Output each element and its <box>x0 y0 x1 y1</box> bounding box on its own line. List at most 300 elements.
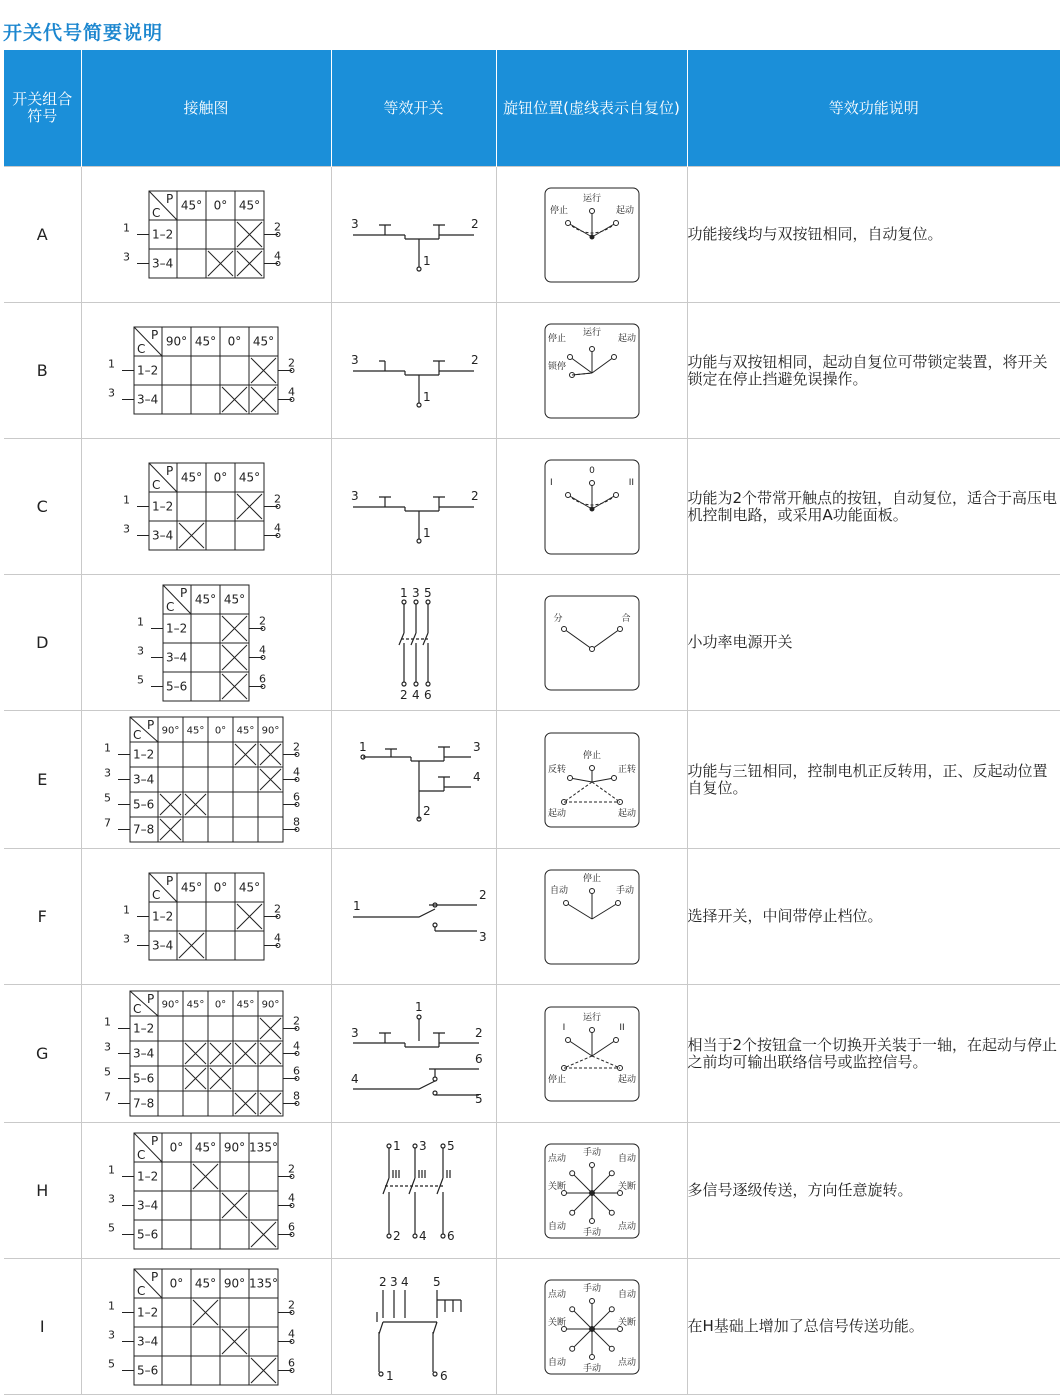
svg-text:2: 2 <box>288 1298 295 1311</box>
svg-text:5: 5 <box>423 585 432 600</box>
knob-position-label: I <box>549 477 553 488</box>
svg-text:5: 5 <box>104 1065 111 1079</box>
svg-text:1: 1 <box>104 741 111 755</box>
knob-position-label: 起动 <box>617 808 636 819</box>
contact-position-label: 0° <box>169 1276 184 1290</box>
knob-position-label: 运行 <box>582 193 601 204</box>
svg-text:C: C <box>152 206 161 220</box>
svg-text:4: 4 <box>350 1071 359 1086</box>
contact-position-label: 45° <box>186 999 205 1011</box>
contact-position-label: 90° <box>161 725 180 737</box>
knob-position-label: 手动 <box>582 1147 601 1158</box>
contact-closed-mark <box>222 1193 247 1218</box>
equivalent-switch-diagram <box>331 711 496 849</box>
knob-position-label: 自动 <box>547 1357 566 1368</box>
svg-text:4: 4 <box>400 1274 409 1289</box>
svg-text:6: 6 <box>439 1368 448 1382</box>
knob-position-label: 手动 <box>615 885 634 896</box>
knob-position-label: 合 <box>620 613 631 624</box>
svg-text:2: 2 <box>422 803 431 818</box>
svg-text:1: 1 <box>414 999 423 1014</box>
table-row <box>4 711 1060 849</box>
knob-position-label: 手动 <box>582 1363 601 1374</box>
header-knob: 旋钮位置(虚线表示自复位) <box>496 50 687 167</box>
svg-text:2: 2 <box>474 1025 483 1040</box>
svg-text:4: 4 <box>274 521 281 535</box>
svg-text:6: 6 <box>288 1356 295 1369</box>
contact-row-label: 3–4 <box>133 772 155 787</box>
svg-text:C: C <box>133 728 142 742</box>
contact-position-label: 45° <box>194 334 217 349</box>
contact-position-label: 0° <box>214 999 227 1011</box>
knob-position-diagram <box>496 711 687 849</box>
contact-row-label: 5–6 <box>133 1071 155 1086</box>
knob-position-label: 自动 <box>549 885 568 896</box>
header-contact: 接触图 <box>81 50 331 167</box>
table-row <box>4 439 1060 575</box>
svg-text:2: 2 <box>274 492 281 506</box>
knob-position-label: 停止 <box>547 1074 566 1085</box>
row-code: B <box>4 303 81 439</box>
contact-position-label: 45° <box>252 334 275 349</box>
svg-text:1: 1 <box>123 903 130 917</box>
svg-text:5: 5 <box>104 791 111 805</box>
table-row <box>4 167 1060 303</box>
switch-code-table <box>4 50 1060 1395</box>
svg-text:3: 3 <box>411 585 420 600</box>
contact-closed-mark <box>193 1300 218 1325</box>
header-equivalent: 等效开关 <box>331 50 496 167</box>
svg-text:4: 4 <box>288 1327 295 1340</box>
equivalent-switch-diagram <box>331 575 496 711</box>
svg-text:3: 3 <box>123 522 130 536</box>
svg-text:3: 3 <box>350 488 359 503</box>
contact-position-label: 135° <box>249 1276 278 1290</box>
header-function: 等效功能说明 <box>687 50 1060 167</box>
svg-text:P: P <box>166 192 174 206</box>
svg-text:C: C <box>137 1147 146 1162</box>
contact-row-label: 3–4 <box>152 938 174 953</box>
contact-position-label: 0° <box>213 470 228 485</box>
equivalent-switch-diagram <box>331 303 496 439</box>
contact-row-label: 1–2 <box>152 499 174 514</box>
contact-row-label: 5–6 <box>137 1363 159 1377</box>
equivalent-switch-diagram <box>331 849 496 985</box>
contact-diagram <box>81 575 331 711</box>
contact-row-label: 1–2 <box>137 363 159 378</box>
contact-closed-mark <box>208 251 233 276</box>
knob-position-diagram <box>496 849 687 985</box>
contact-closed-mark <box>179 523 204 548</box>
contact-closed-mark <box>251 1222 276 1247</box>
contact-position-label: 90° <box>223 1140 246 1154</box>
contact-closed-mark <box>222 616 247 641</box>
contact-position-label: 45° <box>194 1140 217 1154</box>
contact-closed-mark <box>235 744 256 765</box>
contact-closed-mark <box>222 1329 247 1354</box>
contact-diagram <box>81 1123 331 1259</box>
contact-closed-mark <box>185 1068 206 1089</box>
contact-row-label: 3–4 <box>152 528 174 543</box>
svg-text:C: C <box>137 342 146 356</box>
svg-text:P: P <box>147 718 155 732</box>
svg-text:2: 2 <box>274 220 281 234</box>
svg-text:C: C <box>166 599 175 614</box>
contact-position-label: 0° <box>227 334 242 349</box>
row-code: H <box>4 1123 81 1259</box>
contact-position-label: 45° <box>238 198 261 213</box>
contact-closed-mark <box>237 904 262 929</box>
page-title: 开关代号简要说明 <box>3 22 164 44</box>
contact-closed-mark <box>251 387 276 412</box>
contact-closed-mark <box>179 933 204 958</box>
contact-position-label: 45° <box>236 725 255 737</box>
contact-position-label: 45° <box>238 880 261 895</box>
contact-diagram <box>81 849 331 985</box>
svg-text:1: 1 <box>108 1299 115 1312</box>
contact-position-label: 90° <box>261 999 280 1011</box>
svg-text:1: 1 <box>358 739 367 754</box>
svg-text:4: 4 <box>293 765 300 779</box>
contact-row-label: 7–8 <box>133 822 155 837</box>
contact-row-label: 7–8 <box>133 1096 155 1111</box>
svg-text:4: 4 <box>288 385 295 399</box>
contact-closed-mark <box>260 1018 281 1039</box>
contact-position-label: 0° <box>213 198 228 213</box>
svg-text:4: 4 <box>472 769 481 784</box>
contact-position-label: 0° <box>213 880 228 895</box>
svg-text:2: 2 <box>470 352 479 367</box>
contact-position-label: 45° <box>194 592 217 606</box>
svg-text:2: 2 <box>293 1014 300 1028</box>
svg-text:3: 3 <box>108 386 115 400</box>
contact-row-label: 5–6 <box>137 1227 159 1241</box>
knob-position-label: 起动 <box>617 1074 636 1085</box>
contact-position-label: 45° <box>180 198 203 213</box>
svg-text:2: 2 <box>478 887 487 902</box>
knob-position-label: 自动 <box>617 1153 636 1164</box>
svg-text:3: 3 <box>108 1328 115 1341</box>
svg-text:C: C <box>152 478 161 492</box>
function-description: 功能接线均与双按钮相同，自动复位。 <box>687 167 1060 303</box>
contact-closed-mark <box>235 1093 256 1114</box>
knob-position-label: 点动 <box>547 1153 566 1164</box>
function-description: 相当于2个按钮盒一个切换开关装于一轴，在起动与停止之前均可输出联络信号或监控信号。 <box>687 985 1060 1123</box>
svg-text:5: 5 <box>137 673 144 686</box>
knob-position-label: 起动 <box>615 205 634 216</box>
knob-position-diagram <box>496 1123 687 1259</box>
svg-text:2: 2 <box>378 1274 387 1289</box>
knob-position-label: 点动 <box>617 1357 636 1368</box>
knob-position-label: 关断 <box>617 1317 636 1328</box>
table-row <box>4 985 1060 1123</box>
svg-text:1: 1 <box>385 1368 394 1382</box>
table-header-row <box>4 50 1060 167</box>
svg-text:4: 4 <box>288 1191 295 1204</box>
contact-position-label: 90° <box>223 1276 246 1290</box>
contact-diagram <box>81 167 331 303</box>
contact-position-label: 0° <box>169 1140 184 1154</box>
table-row <box>4 1123 1060 1259</box>
contact-position-label: 45° <box>238 470 261 485</box>
svg-text:P: P <box>166 464 174 478</box>
contact-diagram <box>81 1259 331 1395</box>
svg-text:2: 2 <box>288 1162 295 1175</box>
knob-position-label: 0 <box>588 465 595 476</box>
contact-row-label: 3–4 <box>137 392 159 407</box>
svg-text:C: C <box>133 1002 142 1016</box>
svg-text:7: 7 <box>104 816 111 830</box>
equivalent-switch-diagram <box>331 1259 496 1395</box>
contact-position-label: 45° <box>180 470 203 485</box>
contact-closed-mark <box>160 819 181 840</box>
header-code: 开关组合符号 <box>4 50 81 167</box>
svg-text:3: 3 <box>418 1138 427 1153</box>
function-description: 在H基础上增加了总信号传送功能。 <box>687 1259 1060 1395</box>
svg-text:2: 2 <box>259 614 266 627</box>
svg-text:1: 1 <box>104 1015 111 1029</box>
svg-text:6: 6 <box>259 672 266 685</box>
svg-text:3: 3 <box>389 1274 398 1289</box>
contact-row-label: 1–2 <box>137 1305 159 1319</box>
contact-closed-mark <box>235 1043 256 1064</box>
svg-text:1: 1 <box>123 493 130 507</box>
svg-text:4: 4 <box>411 687 420 702</box>
svg-text:1: 1 <box>352 898 361 913</box>
row-code: F <box>4 849 81 985</box>
svg-text:C: C <box>137 1283 146 1298</box>
contact-closed-mark <box>237 494 262 519</box>
svg-text:4: 4 <box>259 643 266 656</box>
svg-text:1: 1 <box>422 253 431 268</box>
contact-row-label: 1–2 <box>166 621 188 635</box>
row-code: G <box>4 985 81 1123</box>
table-row <box>4 303 1060 439</box>
contact-position-label: 45° <box>236 999 255 1011</box>
function-description: 选择开关，中间带停止档位。 <box>687 849 1060 985</box>
svg-text:3: 3 <box>472 739 481 754</box>
contact-row-label: 1–2 <box>133 747 155 762</box>
svg-text:7: 7 <box>104 1090 111 1104</box>
contact-closed-mark <box>237 222 262 247</box>
contact-row-label: 3–4 <box>133 1046 155 1061</box>
svg-text:1: 1 <box>123 221 130 235</box>
contact-closed-mark <box>193 1164 218 1189</box>
contact-row-label: 3–4 <box>137 1334 159 1348</box>
svg-text:5: 5 <box>108 1221 115 1234</box>
contact-row-label: 1–2 <box>133 1021 155 1036</box>
knob-position-label: 运行 <box>582 327 601 338</box>
knob-position-label: 停止 <box>582 873 601 884</box>
row-code: I <box>4 1259 81 1395</box>
svg-text:1: 1 <box>108 1163 115 1176</box>
contact-diagram <box>81 439 331 575</box>
svg-text:3: 3 <box>104 1040 111 1054</box>
svg-text:1: 1 <box>422 525 431 540</box>
svg-text:2: 2 <box>293 740 300 754</box>
function-description: 多信号逐级传送，方向任意旋转。 <box>687 1123 1060 1259</box>
svg-text:1: 1 <box>137 615 144 628</box>
knob-position-label: I <box>562 1022 565 1033</box>
knob-position-diagram <box>496 1259 687 1395</box>
svg-text:2: 2 <box>288 356 295 370</box>
contact-closed-mark <box>185 794 206 815</box>
svg-text:4: 4 <box>274 249 281 263</box>
svg-text:2: 2 <box>470 488 479 503</box>
contact-diagram <box>81 303 331 439</box>
knob-position-label: 分 <box>552 613 563 624</box>
knob-position-label: 自动 <box>617 1289 636 1300</box>
knob-position-diagram <box>496 439 687 575</box>
svg-text:6: 6 <box>474 1051 483 1066</box>
knob-position-label: 运行 <box>582 1012 601 1023</box>
contact-position-label: 90° <box>261 725 280 737</box>
contact-row-label: 3–4 <box>152 256 174 271</box>
svg-text:1: 1 <box>392 1138 401 1153</box>
table-row <box>4 849 1060 985</box>
contact-diagram <box>81 711 331 849</box>
contact-closed-mark <box>260 744 281 765</box>
contact-closed-mark <box>260 1043 281 1064</box>
contact-row-label: 1–2 <box>152 227 174 242</box>
equivalent-switch-diagram <box>331 167 496 303</box>
svg-text:6: 6 <box>423 687 432 702</box>
svg-text:2: 2 <box>392 1228 401 1243</box>
contact-closed-mark <box>210 1043 231 1064</box>
svg-text:1: 1 <box>108 357 115 371</box>
knob-position-diagram <box>496 985 687 1123</box>
knob-position-label: 关断 <box>547 1181 566 1192</box>
svg-text:P: P <box>151 1269 159 1284</box>
contact-position-label: 90° <box>161 999 180 1011</box>
contact-closed-mark <box>160 794 181 815</box>
svg-text:5: 5 <box>108 1357 115 1370</box>
svg-text:4: 4 <box>274 931 281 945</box>
svg-text:1: 1 <box>399 585 408 600</box>
contact-position-label: 0° <box>214 725 227 737</box>
contact-position-label: 135° <box>249 1140 278 1154</box>
contact-position-label: 45° <box>223 592 246 606</box>
knob-position-label: 停止 <box>549 205 568 216</box>
contact-row-label: 5–6 <box>133 797 155 812</box>
table-row <box>4 575 1060 711</box>
svg-text:5: 5 <box>474 1091 483 1106</box>
knob-position-label: 正转 <box>617 764 636 775</box>
svg-text:2: 2 <box>399 687 408 702</box>
equivalent-switch-diagram <box>331 439 496 575</box>
function-description: 功能与双按钮相同，起动自复位可带锁定装置，将开关锁定在停止挡避免误操作。 <box>687 303 1060 439</box>
svg-text:5: 5 <box>432 1274 441 1289</box>
svg-text:P: P <box>180 585 188 600</box>
contact-position-label: 90° <box>165 334 188 349</box>
knob-position-label: 关断 <box>617 1181 636 1192</box>
knob-position-label: 手动 <box>582 1283 601 1294</box>
contact-position-label: 45° <box>194 1276 217 1290</box>
contact-position-label: 45° <box>186 725 205 737</box>
function-description: 功能为2个带常开触点的按钮，自动复位，适合于高压电机控制电路，或采用A功能面板。 <box>687 439 1060 575</box>
row-code: A <box>4 167 81 303</box>
knob-position-diagram <box>496 575 687 711</box>
row-code: C <box>4 439 81 575</box>
svg-text:4: 4 <box>418 1228 427 1243</box>
contact-closed-mark <box>251 358 276 383</box>
knob-position-label: 点动 <box>617 1221 636 1232</box>
knob-position-label: 自动 <box>547 1221 566 1232</box>
svg-text:5: 5 <box>446 1138 455 1153</box>
contact-row-label: 3–4 <box>137 1198 159 1212</box>
contact-diagram <box>81 985 331 1123</box>
contact-row-label: 3–4 <box>166 650 188 664</box>
knob-position-label: 停止 <box>582 750 601 761</box>
knob-position-label: 起动 <box>617 333 636 344</box>
svg-text:P: P <box>151 1133 159 1148</box>
svg-text:3: 3 <box>123 250 130 264</box>
svg-text:3: 3 <box>123 932 130 946</box>
contact-closed-mark <box>222 645 247 670</box>
row-code: E <box>4 711 81 849</box>
svg-text:8: 8 <box>293 815 300 829</box>
svg-text:2: 2 <box>274 902 281 916</box>
svg-text:2: 2 <box>470 216 479 231</box>
contact-closed-mark <box>251 1358 276 1383</box>
svg-text:3: 3 <box>350 216 359 231</box>
contact-position-label: 45° <box>180 880 203 895</box>
knob-position-label: II <box>628 477 634 488</box>
svg-text:8: 8 <box>293 1089 300 1103</box>
knob-position-label: 起动 <box>547 808 566 819</box>
svg-text:P: P <box>151 328 159 342</box>
knob-position-label: 锁停 <box>547 361 566 372</box>
knob-position-label: II <box>618 1022 625 1033</box>
svg-text:P: P <box>166 874 174 888</box>
knob-position-label: 反转 <box>547 764 566 775</box>
svg-text:3: 3 <box>108 1192 115 1205</box>
table-row <box>4 1259 1060 1395</box>
contact-closed-mark <box>237 251 262 276</box>
knob-position-label: 关断 <box>547 1317 566 1328</box>
function-description: 小功率电源开关 <box>687 575 1060 711</box>
contact-closed-mark <box>260 1093 281 1114</box>
svg-text:3: 3 <box>137 644 144 657</box>
knob-position-label: 停止 <box>547 333 566 344</box>
knob-position-diagram <box>496 167 687 303</box>
contact-row-label: 1–2 <box>152 909 174 924</box>
svg-text:3: 3 <box>350 1025 359 1040</box>
knob-position-label: 点动 <box>547 1289 566 1300</box>
svg-text:C: C <box>152 888 161 902</box>
svg-text:3: 3 <box>478 929 487 944</box>
equivalent-switch-diagram <box>331 1123 496 1259</box>
contact-closed-mark <box>210 1068 231 1089</box>
svg-text:6: 6 <box>446 1228 455 1243</box>
knob-position-label: 手动 <box>582 1227 601 1238</box>
contact-closed-mark <box>260 769 281 790</box>
svg-text:6: 6 <box>293 1064 300 1078</box>
contact-closed-mark <box>222 387 247 412</box>
contact-row-label: 5–6 <box>166 679 188 693</box>
row-code: D <box>4 575 81 711</box>
svg-text:4: 4 <box>293 1039 300 1053</box>
svg-text:6: 6 <box>293 790 300 804</box>
svg-text:3: 3 <box>104 766 111 780</box>
equivalent-switch-diagram <box>331 985 496 1123</box>
svg-text:1: 1 <box>422 389 431 404</box>
function-description: 功能与三钮相同，控制电机正反转用，正、反起动位置自复位。 <box>687 711 1060 849</box>
contact-row-label: 1–2 <box>137 1169 159 1183</box>
svg-text:3: 3 <box>350 352 359 367</box>
contact-closed-mark <box>185 1043 206 1064</box>
contact-closed-mark <box>222 674 247 699</box>
